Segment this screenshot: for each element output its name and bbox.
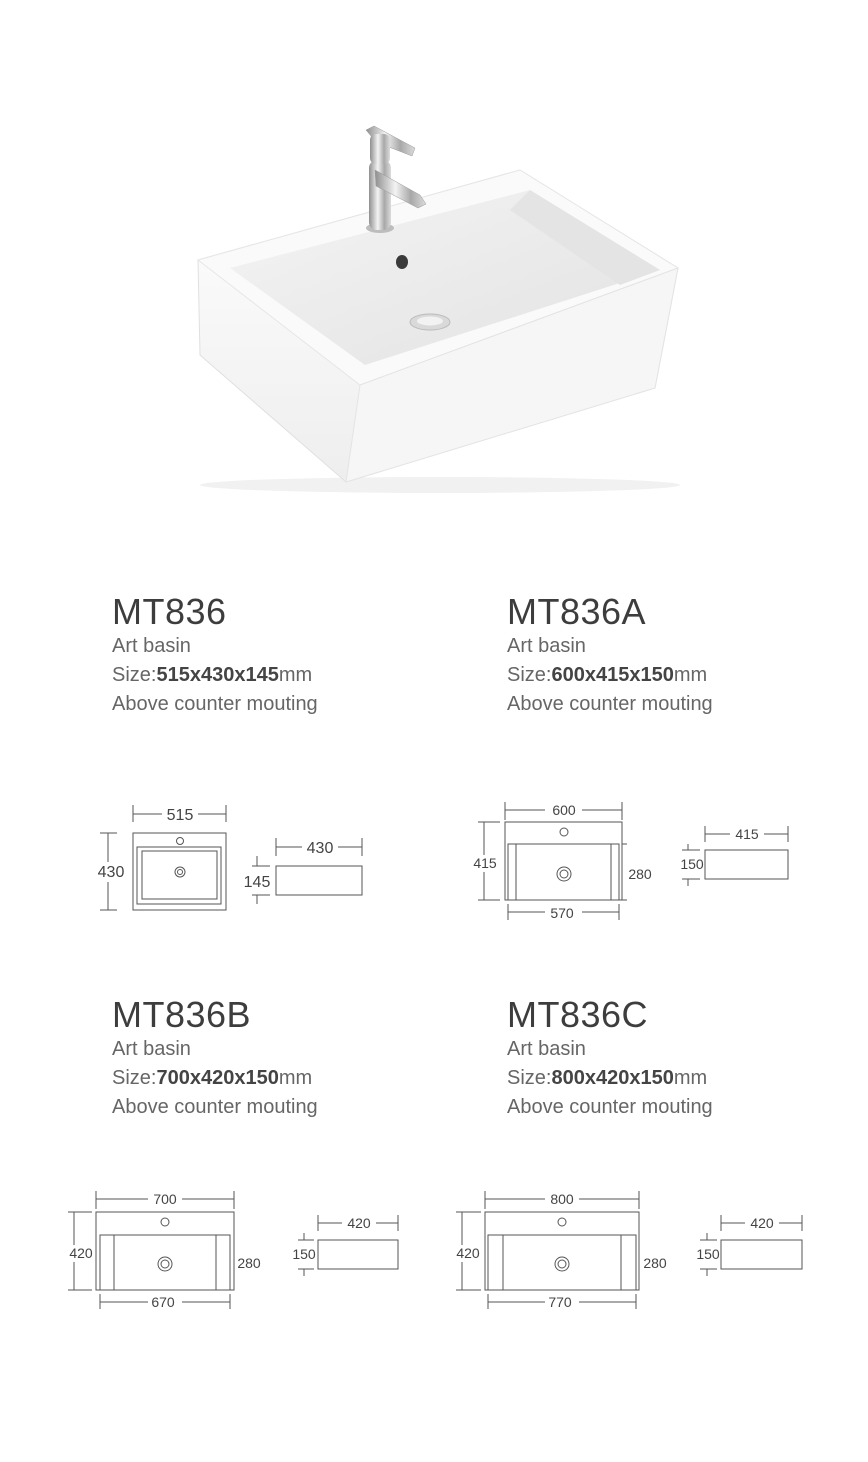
dim-depth: 415 [473,855,497,871]
dimension-drawing-mt836b [60,1185,410,1315]
dim-top-width: 700 [153,1191,177,1207]
product-block-mt836b [112,995,318,1122]
product-code: MT836B [112,994,252,1035]
dim-inner-depth: 280 [643,1255,667,1271]
dim-top-width: 800 [550,1191,574,1207]
dim-depth: 420 [456,1245,480,1261]
dimension-drawing-mt836c [448,1185,813,1315]
product-code: MT836A [507,591,647,632]
dim-height: 150 [680,856,704,872]
dim-side-depth: 430 [306,840,334,857]
product-size: Size:800x420x150mm [507,1067,708,1089]
dimension-drawing-mt836 [90,800,380,920]
dim-bottom-width: 770 [548,1294,572,1310]
product-type: Art basin [112,635,191,657]
dim-side-depth: 415 [735,826,759,842]
product-size: Size:700x420x150mm [112,1067,313,1089]
dim-depth: 430 [97,864,125,881]
product-block-mt836 [112,592,318,719]
basin-product-image [150,100,710,500]
dim-height: 150 [292,1246,316,1262]
dim-inner-depth: 280 [237,1255,261,1271]
product-type: Art basin [507,1038,586,1060]
dim-inner-depth: 280 [628,866,652,882]
dim-bottom-width: 570 [550,905,574,921]
dim-depth: 420 [69,1245,93,1261]
dim-bottom-width: 670 [151,1294,175,1310]
dim-side-depth: 420 [750,1215,774,1231]
product-block-mt836c [507,995,713,1122]
dim-top-width: 515 [166,807,194,824]
product-block-mt836a [507,592,713,719]
product-mounting: Above counter mouting [507,1096,713,1118]
product-mounting: Above counter mouting [112,693,318,715]
product-type: Art basin [112,1038,191,1060]
product-mounting: Above counter mouting [507,693,713,715]
product-size: Size:600x415x150mm [507,664,708,686]
product-mounting: Above counter mouting [112,1096,318,1118]
dimension-drawing-mt836a [470,800,800,925]
dim-top-width: 600 [552,802,576,818]
product-type: Art basin [507,635,586,657]
product-code: MT836C [507,994,649,1035]
dim-height: 145 [243,874,271,891]
product-size: Size:515x430x145mm [112,664,313,686]
dim-side-depth: 420 [347,1215,371,1231]
product-code: MT836 [112,591,227,632]
dim-height: 150 [696,1246,720,1262]
